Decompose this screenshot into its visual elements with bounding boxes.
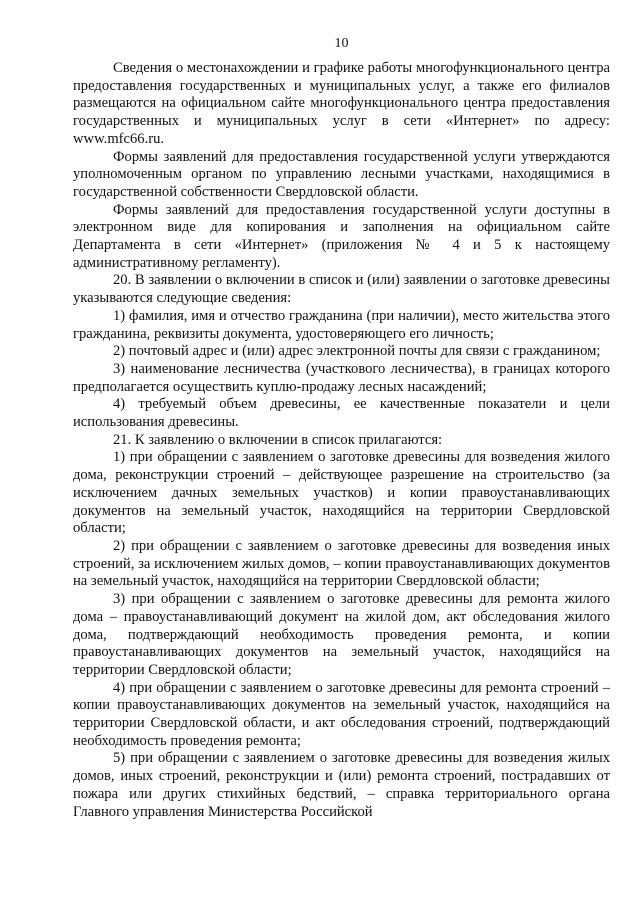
paragraph: Формы заявлений для предоставления государственной услуги доступны в электронном виде для копирования и заполнения на официальном сайте Департамента в сети «Интернет» (приложения № 4 и 5 к настоящему административному регламенту). (73, 201, 610, 271)
document-body (73, 60, 610, 821)
paragraph: 21. К заявлению о включении в список прилагаются: (113, 431, 443, 448)
paragraph: 4) при обращении с заявлением о заготовке древесины для ремонта строений – копии правоустанавливающих документов на земельный участок, находящийся на территории Свердловской области, и акт обследования строений, подтверждающий необходимость проведения ремонта; (73, 679, 610, 749)
paragraph: 2) при обращении с заявлением о заготовке древесины для возведения иных строений, за исключением жилых домов, – копии правоустанавливающих документов на земельный участок, находящийся на территории Свердловской области; (73, 537, 610, 590)
paragraph: 2) почтовый адрес и (или) адрес электронной почты для связи с гражданином; (113, 343, 601, 360)
paragraph: Формы заявлений для предоставления государственной услуги утверждаются уполномоченным органом по управлению лесными участками, находящимися в государственной собственности Свердловской области. (73, 148, 610, 200)
paragraph: 3) при обращении с заявлением о заготовке древесины для ремонта жилого дома – правоустанавливающий документ на жилой дом, акт обследования жилого дома, подтверждающий необходимость проведения ремонта, и копии правоустанавливающих документов на земельный участок, находящийся на территории Свердловской области; (73, 591, 610, 678)
paragraph: 3) наименование лесничества (участкового лесничества), в границах которого предполагается осуществить куплю-продажу лесных насаждений; (73, 360, 610, 395)
paragraph: 4) требуемый объем древесины, ее качественные показатели и цели использования древесины. (73, 396, 610, 431)
paragraph: 5) при обращении с заявлением о заготовке древесины для возведения жилых домов, иных строений, реконструкции и (или) ремонта строений, пострадавших от пожара или других стихийных бедствий, – справка территориального органа Главного управления Министерства Российской (73, 750, 610, 820)
page-number: 10 (334, 36, 349, 51)
paragraph: 1) при обращении с заявлением о заготовке древесины для возведения жилого дома, реконструкции строений – действующее разрешение на строительство (за исключением дачных земельных участков) и копии правоустанавливающих документов на земельный участок, находящийся на территории Свердловской области; (73, 449, 610, 537)
paragraph: 20. В заявлении о включении в список и (или) заявлении о заготовке древесины указываются следующие сведения: (73, 272, 610, 307)
paragraph: Сведения о местонахождении и графике работы многофункционального центра предоставления государственных и муниципальных услуг, а также его филиалов размещаются на официальном сайте многофункционального центра предоставления государственных и муниципальных услуг в сети «Интернет» по адресу: www.mfc66.ru. (73, 60, 610, 147)
paragraph: 1) фамилия, имя и отчество гражданина (при наличии), место жительства этого гражданина, реквизиты документа, удостоверяющего его личность; (73, 307, 610, 342)
